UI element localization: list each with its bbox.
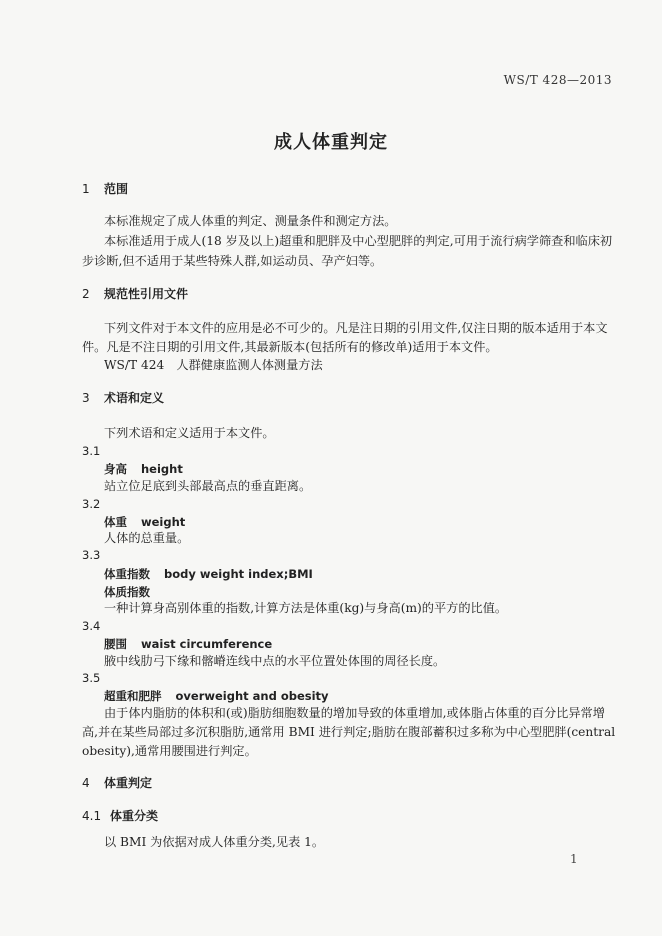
section-number: 4 — [82, 776, 90, 790]
paragraph: 下列文件对于本文件的应用是必不可少的。凡是注日期的引用文件,仅注日期的版本适用于本文 — [104, 321, 608, 335]
term-en: weight — [141, 515, 186, 529]
normative-reference: WS/T 424 人群健康监测人体测量方法 — [104, 358, 323, 372]
section-heading-3 — [82, 389, 164, 406]
section-number: 4.1 — [82, 809, 102, 823]
subsection-heading-4-1 — [82, 807, 158, 824]
section-title: 体重判定 — [104, 776, 153, 790]
section-title: 规范性引用文件 — [104, 287, 189, 301]
term-definition: 腋中线肋弓下缘和髂嵴连线中点的水平位置处体围的周径长度。 — [104, 654, 446, 668]
term-cn: 体重指数 — [104, 567, 150, 581]
section-heading-4 — [82, 774, 152, 791]
paragraph: 以 BMI 为依据对成人体重分类,见表 1。 — [104, 835, 325, 849]
clause-number: 3.3 — [82, 548, 101, 562]
term-cn: 体重 — [104, 515, 127, 529]
page-title: 成人体重判定 — [274, 132, 388, 153]
paragraph: 下列术语和定义适用于本文件。 — [104, 426, 275, 440]
paragraph: 步诊断,但不适用于某些特殊人群,如运动员、孕产妇等。 — [82, 254, 383, 268]
paragraph: 本标准适用于成人(18 岁及以上)超重和肥胖及中心型肥胖的判定,可用于流行病学筛查和临床初 — [104, 234, 613, 248]
section-title: 范围 — [104, 182, 129, 196]
term-en: body weight index;BMI — [164, 567, 313, 581]
section-heading-1 — [82, 180, 128, 197]
term-cn: 腰围 — [104, 637, 127, 651]
term-definition: 一种计算身高别体重的指数,计算方法是体重(kg)与身高(m)的平方的比值。 — [104, 601, 508, 615]
section-number: 1 — [82, 182, 90, 196]
section-heading-2 — [82, 285, 188, 302]
clause-number: 3.5 — [82, 671, 101, 685]
term-en: waist circumference — [141, 637, 273, 651]
term-heading — [104, 566, 313, 582]
term-heading — [104, 688, 329, 704]
term-heading — [104, 636, 272, 652]
term-alternative: 体质指数 — [104, 585, 150, 599]
term-en: height — [141, 462, 183, 476]
term-definition: 站立位足底到头部最高点的垂直距离。 — [104, 479, 312, 493]
clause-number: 3.1 — [82, 444, 101, 458]
clause-number: 3.2 — [82, 497, 101, 511]
page-number: 1 — [570, 852, 578, 866]
clause-number: 3.4 — [82, 619, 101, 633]
term-heading — [104, 461, 183, 477]
document-number: WS/T 428—2013 — [503, 73, 612, 87]
section-number: 3 — [82, 391, 90, 405]
section-title: 体重分类 — [110, 809, 159, 823]
section-number: 2 — [82, 287, 90, 301]
term-definition: 由于体内脂肪的体积和(或)脂肪细胞数量的增加导致的体重增加,或体脂占体重的百分比异常增 — [104, 706, 605, 720]
term-cn: 超重和肥胖 — [104, 689, 162, 703]
term-definition: obesity),通常用腰围进行判定。 — [82, 744, 257, 758]
section-title: 术语和定义 — [104, 391, 165, 405]
term-cn: 身高 — [104, 462, 127, 476]
term-en: overweight and obesity — [175, 689, 329, 703]
paragraph: 件。凡是不注日期的引用文件,其最新版本(包括所有的修改单)适用于本文件。 — [82, 340, 498, 354]
term-definition: 人体的总重量。 — [104, 531, 190, 545]
term-definition: 高,并在某些局部过多沉积脂肪,通常用 BMI 进行判定;脂肪在腹部蓄积过多称为中心型肥胖(central — [82, 725, 616, 739]
paragraph: 本标准规定了成人体重的判定、测量条件和测定方法。 — [104, 214, 397, 228]
